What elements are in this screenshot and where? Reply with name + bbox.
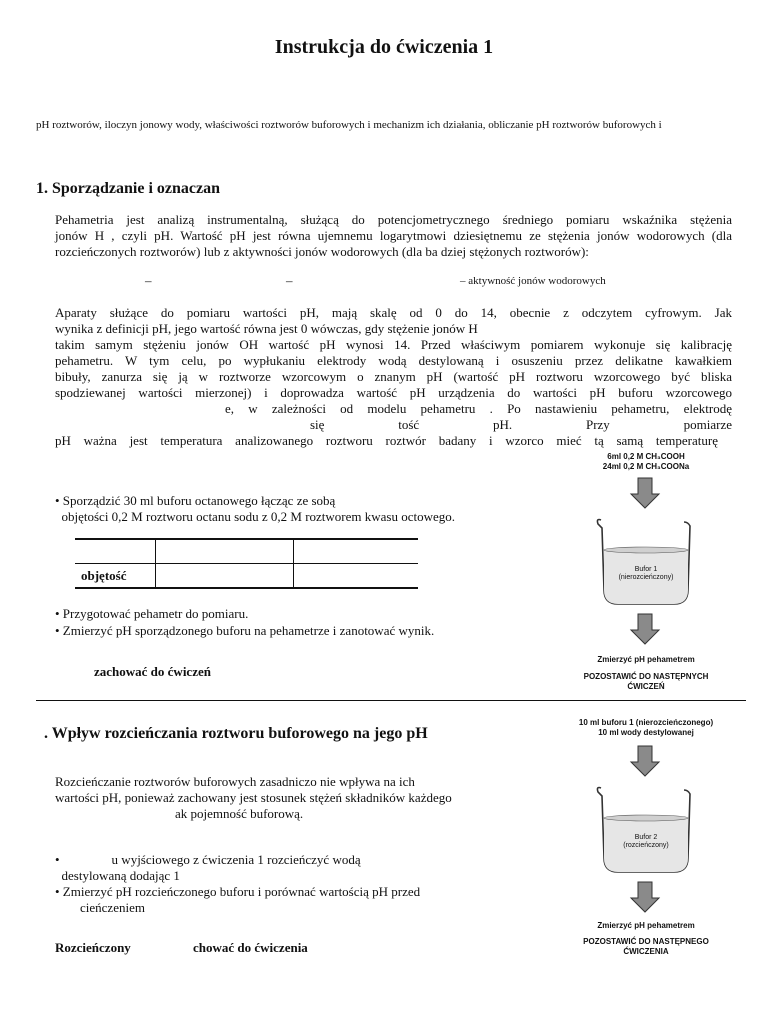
bullet-dilute-cont: destylowaną dodając 1 xyxy=(55,868,180,883)
section1-para1-line: rozcieńczonych roztworów) lub z aktywności jonów wodorowych (dla ba dziej stężonych roztworów): xyxy=(55,244,589,259)
section1-para2-line: Aparaty służące do pomiaru wartości pH, mają skalę od 0 do 14, obecnie z odczytem cyfrowym. Jak xyxy=(55,305,732,320)
figure1-keep: ĆWICZEŃ xyxy=(627,682,665,691)
section1-para2-line: wynika z definicji pH, jego wartość równa jest 0 wówczas, gdy stężenie jonów H xyxy=(55,321,478,336)
beaker1-label: Bufor 1 xyxy=(634,566,658,573)
table-cell xyxy=(156,539,294,564)
figure2-top-line: 10 ml buforu 1 (nierozcieńczonego) xyxy=(578,718,714,727)
bullet-prepare-buffer-cont: objętości 0,2 M roztworu octanu sodu z 0,2 M roztworem kwasu octowego. xyxy=(55,509,456,524)
table-cell xyxy=(294,564,419,589)
figure2-top-line: 10 ml wody destylowanej xyxy=(598,728,694,737)
section2-heading: . Wpływ rozcieńczania roztworu buforowego na jego pH xyxy=(44,725,428,742)
table-cell xyxy=(294,539,419,564)
section1-para1-line: jonów H , czyli pH. Wartość pH jest równa ujemnemu logarytmowi dziesiętnemu ze stężenia jonów wodorowych (dla xyxy=(55,228,732,243)
keep-note: zachować do ćwiczeń xyxy=(94,664,211,679)
section1-para2-line: pehametru. W tym celu, po wypłukaniu elektrody wodą destylowaną i osuszeniu przez delikatne kawałkiem xyxy=(55,353,732,368)
down-arrow-icon xyxy=(631,614,659,644)
figure2-keep: ĆWICZENIA xyxy=(623,947,669,956)
figure-buffer1 xyxy=(566,452,726,702)
page-title: Instrukcja do ćwiczenia 1 xyxy=(274,36,494,58)
section1-para2-line: spodziewanej wartości mierzonej) i doprowadza wartość pH urządzenia do wartości pH buforu wzorcowego xyxy=(55,385,732,400)
section2-para-line: Rozcieńczanie roztworów buforowych zasadniczo nie wpływa na ich xyxy=(55,774,415,789)
figure2-measure: Zmierzyć pH pehametrem xyxy=(597,921,695,930)
liquid-surface xyxy=(604,815,688,821)
figure1-keep: POZOSTAWIĆ DO NASTĘPNYCH xyxy=(583,672,709,681)
section2-para-line: wartości pH, ponieważ zachowany jest stosunek stężeń składników każdego xyxy=(55,790,452,805)
liquid-surface xyxy=(604,547,688,553)
dilution-footer-left: Rozcieńczony xyxy=(55,940,131,955)
table-cell xyxy=(156,564,294,589)
section1-para2-line: bibuły, zanurza się ją w roztworze wzorcowym o znanym pH (wartość pH roztworu wzorcowego być bliska xyxy=(55,369,732,384)
bullet-compare: • Zmierzyć pH rozcieńczonego buforu i porównać wartością pH przed xyxy=(55,884,421,899)
section1-para2-line: e, w zależności od modelu pehametru . Po nastawieniu pehametru, elektrodę xyxy=(225,401,732,416)
bullet-compare-cont: cieńczeniem xyxy=(80,900,145,915)
table-cell xyxy=(75,539,156,564)
topics-line: pH roztworów, iloczyn jonowy wody, właściwości roztworów buforowych i mechanizm ich działania, obliczanie pH roztworów buforowych i xyxy=(36,119,662,131)
figure-buffer2 xyxy=(566,718,726,958)
bullet-prepare-phmeter: • Przygotować pehametr do pomiaru. xyxy=(55,606,249,621)
bullet-dilute: • u wyjściowego z ćwiczenia 1 rozcieńczyć wodą xyxy=(55,852,361,867)
bullet-prepare-buffer: • Sporządzić 30 ml buforu octanowego łącząc ze sobą xyxy=(55,493,336,508)
section2-para-line: ak pojemność buforową. xyxy=(175,806,304,821)
table-row xyxy=(75,564,418,589)
section1-para1-line: Pehametria jest analizą instrumentalną, służącą do potencjometrycznego średniego pomiaru wskaźnika stężenia xyxy=(55,212,732,227)
down-arrow-icon xyxy=(631,746,659,776)
section1-para2-line: pH ważna jest temperatura analizowanego roztworu roztwór badany i wzorco mieć tą samą temperaturę xyxy=(55,433,718,448)
down-arrow-icon xyxy=(631,478,659,508)
dilution-footer-right: chować do ćwiczenia xyxy=(193,940,308,955)
beaker1-label: (nierozcieńczony) xyxy=(618,574,674,581)
section1-heading: 1. Sporządzanie i oznaczan xyxy=(36,180,220,197)
volume-table xyxy=(75,538,418,589)
figure1-top-line: 24ml 0,2 M CH₃COONa xyxy=(602,462,690,471)
table-header-row xyxy=(75,539,418,564)
down-arrow-icon xyxy=(631,882,659,912)
formula-dash: – xyxy=(286,273,293,288)
figure2-keep: POZOSTAWIĆ DO NASTĘPNEGO xyxy=(583,937,709,946)
figure1-measure: Zmierzyć pH pehametrem xyxy=(597,655,695,664)
beaker2-label: (rozcieńczony) xyxy=(623,842,669,849)
section1-para2-line: się tość pH. Przy pomiarze xyxy=(310,417,732,432)
beaker2-label: Bufor 2 xyxy=(634,834,658,841)
figure1-top-line: 6ml 0,2 M CH₃COOH xyxy=(607,452,685,461)
bullet-measure-ph: • Zmierzyć pH sporządzonego buforu na pehametrze i zanotować wynik. xyxy=(55,623,435,638)
section1-para2-line: takim samym stężeniu jonów OH wartość pH wynosi 14. Przed właściwym pomiarem wykonuje się kalibrację xyxy=(55,337,732,352)
table-row-label: objętość xyxy=(81,567,127,583)
formula-note: – aktywność jonów wodorowych xyxy=(460,275,606,287)
formula-dash: – xyxy=(145,273,152,288)
